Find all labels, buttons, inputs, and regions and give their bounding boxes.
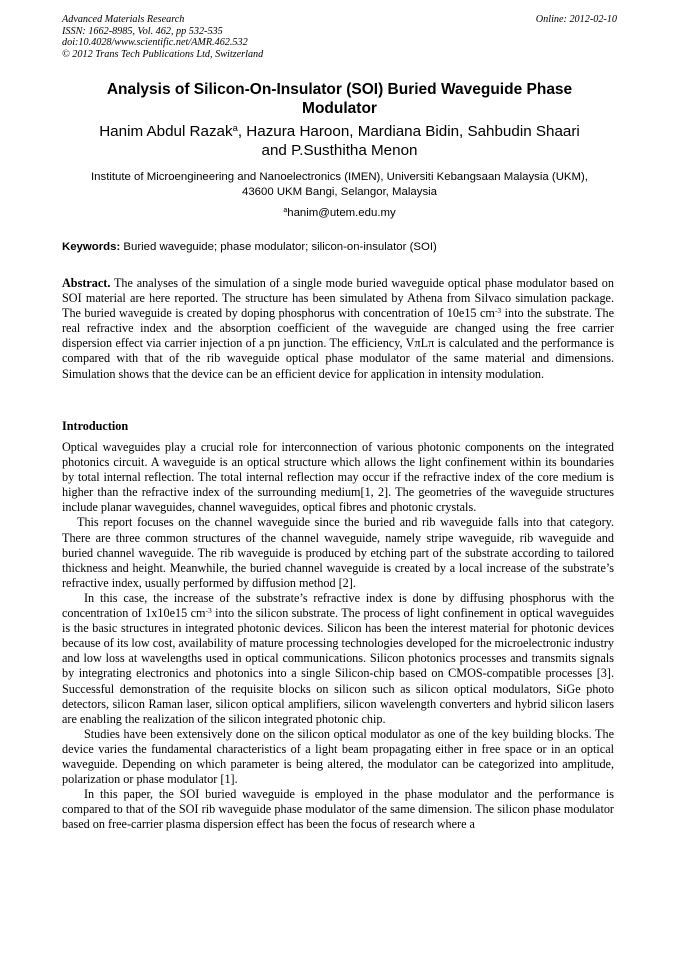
keywords <box>62 240 617 254</box>
intro-paragraph-4: Studies have been extensively done on the silicon optical modulator as one of the key building blocks. The device varies the fundamental characteristics of a light beam propagating either in free space or in an optical waveguide. Depending on which parameter is being altered, the modulator can be categorized into amplitude, polarization or phase modulator [1]. <box>62 726 614 787</box>
affiliation <box>62 170 617 199</box>
intro-p3-superscript: -3 <box>205 605 212 615</box>
intro-paragraph-3 <box>62 591 614 727</box>
intro-paragraph-5: In this paper, the SOI buried waveguide is employed in the phase modulator and the performance is compared to that of the SOI rib waveguide phase modulator of the same dimension. The silicon phase modulator based on free-carrier plasma dispersion effect has been the focus of research where a <box>62 787 614 832</box>
abstract-label: Abstract. <box>62 276 111 290</box>
email-mark: a <box>283 207 288 215</box>
keywords-text: Buried waveguide; phase modulator; silicon-on-insulator (SOI) <box>120 241 437 253</box>
paper-title <box>62 80 617 118</box>
journal-name: Advanced Materials Research <box>62 14 185 25</box>
abstract-text-b: into the substrate. The real refractive index and the absorption coefficient of the waveguide are changed using the free carrier dispersion effect via carrier injection of a pn junction. The efficiency, VπLπ is calculated and the performance is compared with that of the rib waveguide optical phase modulator of the same material and dimensions. Simulation shows that the device can be an efficient device for application in intensity modulation. <box>62 306 614 381</box>
first-author: Hanim Abdul Razak <box>99 123 233 140</box>
intro-paragraph-2: This report focuses on the channel waveguide since the buried and rib waveguide falls into that category. There are three common structures of the channel waveguide, namely stripe waveguide, rib waveguide and buried channel waveguide. The rib waveguide is produced by etching part of the substrate according to tailored thickness and height. Meanwhile, the buried channel waveguide is created by a local increase of the substrate’s refractive index, usually performed by diffusion method [2]. <box>62 515 614 590</box>
authors-line-2: and P.Susthitha Menon <box>261 142 418 159</box>
other-authors: , Hazura Haroon, Mardiana Bidin, Sahbudin Shaari <box>237 123 580 140</box>
doi-line: doi:10.4028/www.scientific.net/AMR.462.532 <box>62 37 248 48</box>
title-line-2: Modulator <box>302 100 377 117</box>
abstract <box>62 276 614 382</box>
abstract-superscript: -3 <box>494 306 502 316</box>
title-line-1: Analysis of Silicon-On-Insulator (SOI) Buried Waveguide Phase <box>106 81 573 98</box>
keywords-label: Keywords: <box>62 241 121 253</box>
email-address: hanim@utem.edu.my <box>287 207 396 219</box>
online-date: Online: 2012-02-10 <box>535 14 617 25</box>
affiliation-line-1: Institute of Microengineering and Nanoelectronics (IMEN), Universiti Kebangsaan Malaysia (UKM), <box>91 171 588 183</box>
authors-line-1 <box>62 122 617 141</box>
intro-p3-text-b: into the silicon substrate. The process of light confinement in optical waveguides is the basic structures in integrated photonic devices. Silicon has been the interest material for photonic devices because of its low cost, availability of mature processing technologies developed for the microelectronic industry and low loss at wavelengths used in optical communications. Silicon photonics processes and transmits signals by integrating electronics and photonics into a single Silicon-chip based on CMOS-compatible processes [3]. Successful demonstration of the requisite blocks on silicon such as silicon optical modulators, SiGe photo detectors, silicon Raman laser, silicon optical amplifiers, silicon wavelength converters and hybrid silicon lasers are enabling the realization of the silicon integrated photonic chip. <box>62 606 614 726</box>
author-email <box>62 206 617 220</box>
affiliation-line-2: 43600 UKM Bangi, Selangor, Malaysia <box>241 185 438 198</box>
issn-line: ISSN: 1662-8985, Vol. 462, pp 532-535 <box>62 25 223 37</box>
intro-paragraph-1: Optical waveguides play a crucial role for interconnection of various photonic components on the integrated photonics circuit. A waveguide is an optical structure which allows the light confinement within its boundaries by total internal reflection. The total internal reflection may occur if the refractive index of the core medium is higher than the refractive index of the surrounding medium[1, 2]. The geometries of the waveguide structures include planar waveguides, channel waveguides, optical fibres and photonic crystals. <box>62 440 614 515</box>
introduction-heading: Introduction <box>62 419 129 433</box>
intro-p3-text-a: In this case, the increase of the substrate’s refractive index is done by diffusing phosphorus with the concentration of 1x10e15 cm <box>62 590 614 621</box>
introduction-body <box>62 440 614 832</box>
journal-header <box>62 14 617 60</box>
abstract-text-a: The analyses of the simulation of a single mode buried waveguide optical phase modulator based on SOI material are here reported. The structure has been simulated by Athena from Silvaco simulation package. The buried waveguide is created by doping phosphorus with concentration of 10e15 cm <box>62 276 614 321</box>
author-list <box>62 122 617 160</box>
first-author-mark: a <box>232 121 238 133</box>
copyright-line: © 2012 Trans Tech Publications Ltd, Switzerland <box>62 48 264 60</box>
